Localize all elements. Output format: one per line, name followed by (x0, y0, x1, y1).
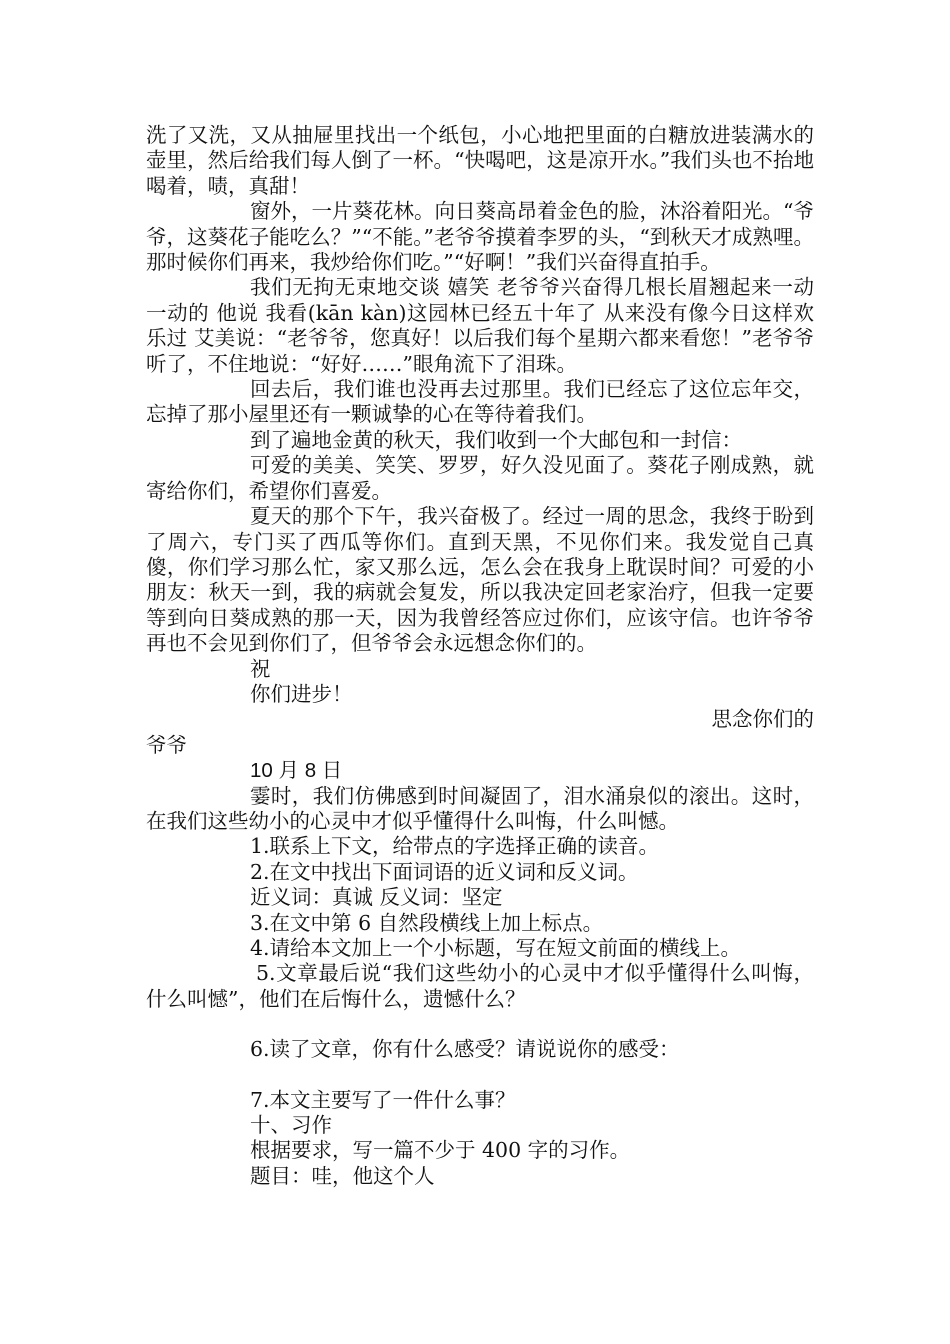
question-7: 7.本文主要写了一件什么事？ (250, 1087, 516, 1112)
answer-space-6 (146, 1063, 814, 1088)
letter-opening: 可爱的美美、笑笑、罗罗，好久没见面了。葵花子刚成熟，就寄给你们，希望你们喜爱。 (146, 453, 814, 503)
letter-signature-line2: 爷爷 (146, 732, 187, 757)
paragraph-4: 回去后，我们谁也没再去过那里。我们已经忘了这位忘年交，忘掉了那小屋里还有一颗诚挚的心在等待着我们。 (146, 377, 814, 427)
letter-closing-zhu: 祝 (250, 656, 271, 681)
letter-signature-line1: 思念你们的 (711, 707, 814, 732)
question-2-words: 近义词：真诚 反义词：坚定 (250, 885, 503, 910)
composition-title: 题目：哇，他这个人 (250, 1163, 435, 1188)
question-5: 5.文章最后说“我们这些幼小的心灵中才似乎懂得什么叫悔，什么叫憾”，他们在后悔什么，遗憾什么？ (146, 961, 814, 1011)
question-2: 2.在文中找出下面词语的近义词和反义词。 (250, 859, 639, 884)
document-page (146, 123, 814, 1189)
question-6: 6.读了文章，你有什么感受？请说说你的感受： (250, 1037, 680, 1062)
paragraph-2: 窗外，一片葵花林。向日葵高昂着金色的脸，沐浴着阳光。“爷爷，这葵花子能吃么？”“不能。”老爷爷摸着李罗的头，“到秋天才成熟哩。那时候你们再来，我炒给你们吃。”“好啊！”我们兴奋得直拍手。 (146, 199, 814, 275)
question-4: 4.请给本文加上一个小标题，写在短文前面的横线上。 (250, 936, 742, 960)
question-3: 3.在文中第 6 自然段横线上加上标点。 (250, 910, 604, 935)
composition-requirement: 根据要求，写一篇不少于 400 字的习作。 (250, 1138, 631, 1163)
paragraph-ending: 霎时，我们仿佛感到时间凝固了，泪水涌泉似的滚出。这时，在我们这些幼小的心灵中才似乎懂得什么叫悔，什么叫憾。 (146, 783, 814, 833)
letter-closing-jinbu: 你们进步！ (250, 681, 353, 706)
letter-date: 10 月 8 日 (250, 759, 343, 783)
paragraph-1: 洗了又洗，又从抽屉里找出一个纸包，小心地把里面的白糖放进装满水的壶里，然后给我们每人倒了一杯。“快喝吧，这是凉开水。”我们头也不抬地喝着，啧，真甜！ (146, 123, 814, 198)
paragraph-3: 我们无拘无束地交谈 嬉笑 老爷爷兴奋得几根长眉翘起来一动一动的 他说 我看(kān kàn)这园林已经五十年了 从来没有像今日这样欢乐过 艾美说：“老爷爷，您真好！以后我们每个星期六都来看您！”老爷爷听了，不住地说：“好好……”眼角流下了泪珠。 (146, 275, 814, 376)
paragraph-5: 到了遍地金黄的秋天，我们收到一个大邮包和一封信： (250, 427, 742, 452)
composition-heading: 十、习作 (250, 1113, 332, 1138)
letter-body: 夏天的那个下午，我兴奋极了。经过一周的思念，我终于盼到了周六，专门买了西瓜等你们。直到天黑，不见你们来。我发觉自己真傻，你们学习那么忙，家又那么远，怎么会在我身上耽误时间？可爱的小朋友：秋天一到，我的病就会复发，所以我决定回老家治疗，但我一定要等到向日葵成熟的那一天，因为我曾经答应过你们，应该守信。也许爷爷再也不会见到你们了，但爷爷会永远想念你们的。 (146, 504, 814, 656)
question-1: 1.联系上下文，给带点的字选择正确的读音。 (250, 834, 660, 859)
answer-space-5 (146, 1012, 814, 1037)
